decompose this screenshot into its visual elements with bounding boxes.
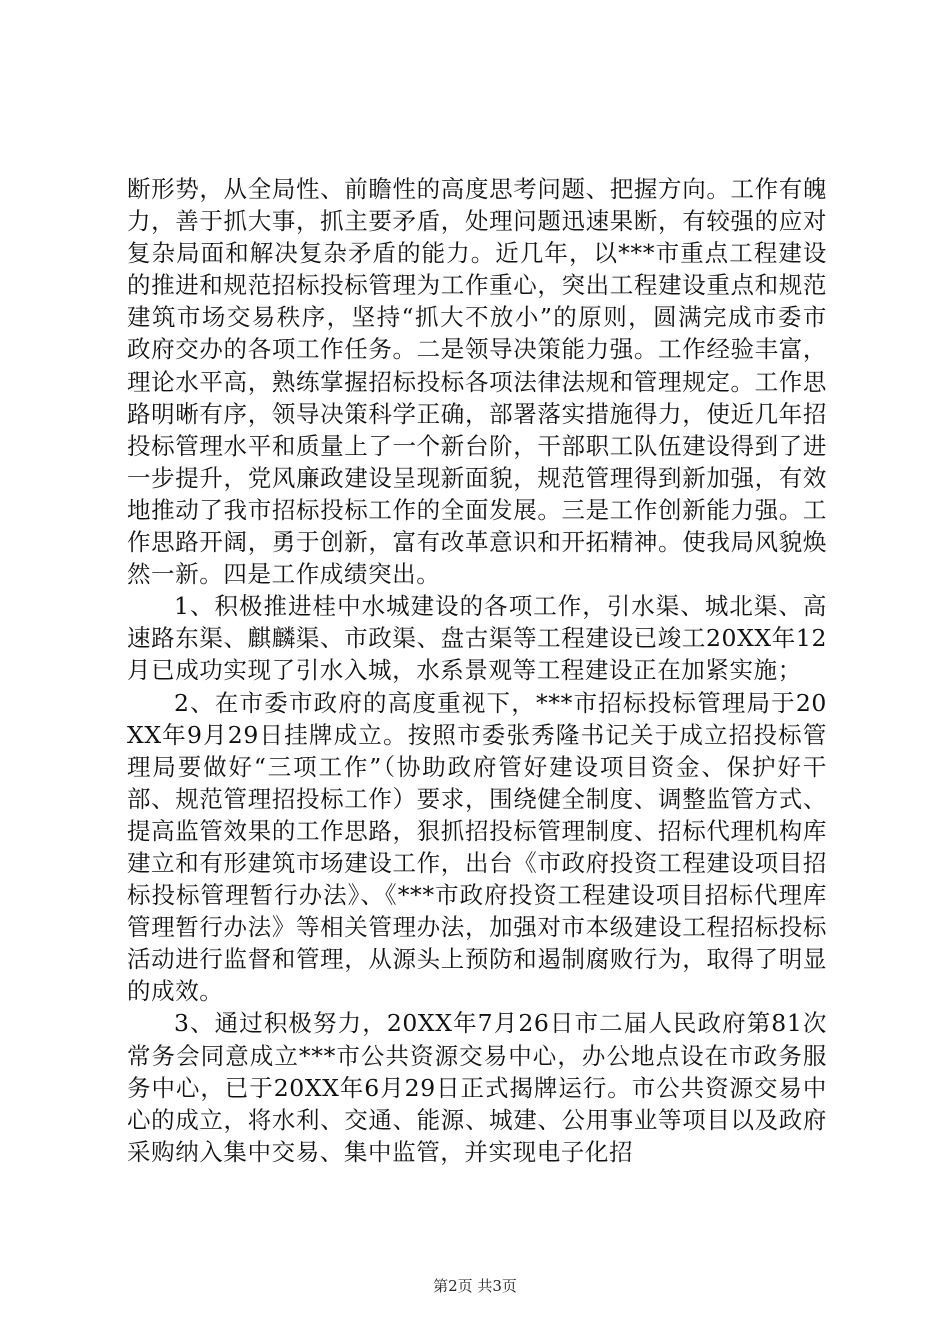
page-number-footer: 第2页 共3页 (433, 1277, 517, 1295)
paragraph-continuation: 断形势，从全局性、前瞻性的高度思考问题、把握方向。工作有魄力，善于抓大事，抓主要矛盾，处理问题迅速果断，有较强的应对复杂局面和解决复杂矛盾的能力。近几年，以***市重点工程建设的推进和规范招标投标管理为工作重心，突出工程建设重点和规范建筑市场交易秩序，坚持“抓大不放小”的原则，圆满完成市委市政府交办的各项工作任务。二是领导决策能力强。工作经验丰富，理论水平高，熟练掌握招标投标各项法律法规和管理规定。工作思路明晰有序，领导决策科学正确，部署落实措施得力，使近几年招投标管理水平和质量上了一个新台阶，干部职工队伍建设得到了进一步提升，党风廉政建设呈现新面貌，规范管理得到新加强，有效地推动了我市招标投标工作的全面发展。三是工作创新能力强。工作思路开阔，勇于创新，富有改革意识和开拓精神。使我局风貌焕然一新。四是工作成绩突出。 (127, 175, 827, 589)
document-body (127, 173, 827, 1168)
paragraph-item-3: 3、通过积极努力，20XX年7月26日市二届人民政府第81次常务会同意成立***市公共资源交易中心，办公地点设在市政务服务中心，已于20XX年6月29日正式揭牌运行。市公共资源交易中心的成立，将水利、交通、能源、城建、公用事业等项目以及政府采购纳入集中交易、集中监管，并实现电子化招 (127, 1009, 827, 1166)
paragraph-item-2: 2、在市委市政府的高度重视下，***市招标投标管理局于20XX年9月29日挂牌成立。按照市委张秀隆书记关于成立招投标管理局要做好“三项工作”（协助政府管好建设项目资金、保护好干部、规范管理招投标工作）要求，围绕健全制度、调整监管方式、提高监管效果的工作思路，狠抓招投标管理制度、招标代理机构库建立和有形建筑市场建设工作，出台《市政府投资工程建设项目招标投标管理暂行办法》、《***市政府投资工程建设项目招标代理库管理暂行办法》等相关管理办法，加强对市本级建设工程招标投标活动进行监督和管理，从源头上预防和遏制腐败行为，取得了明显的成效。 (127, 688, 827, 1006)
paragraph-item-1: 1、积极推进桂中水城建设的各项工作，引水渠、城北渠、高速路东渠、麒麟渠、市政渠、盘古渠等工程建设已竣工20XX年12月已成功实现了引水入城，水系景观等工程建设正在加紧实施； (127, 592, 827, 685)
